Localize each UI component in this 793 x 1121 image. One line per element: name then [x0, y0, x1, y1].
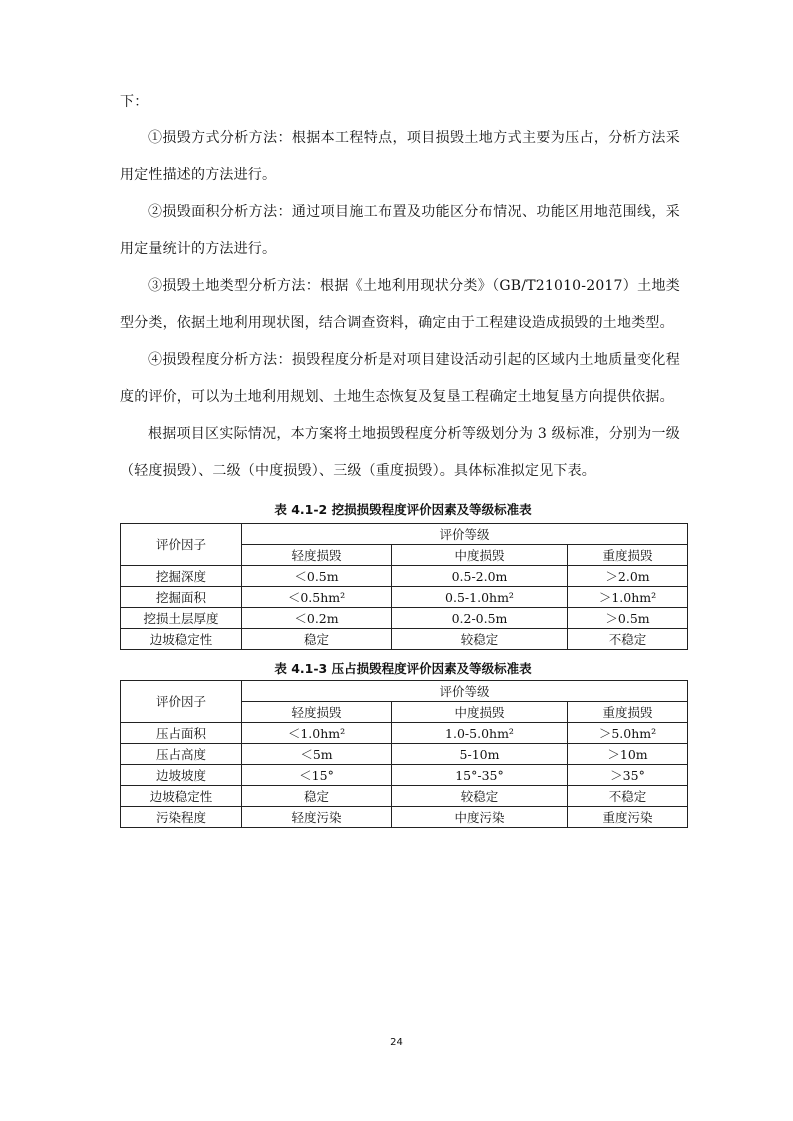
table-row	[121, 807, 688, 828]
factor-cell: 压占面积	[121, 723, 242, 744]
table-row	[121, 587, 688, 608]
value-cell: 稳定	[242, 786, 392, 807]
paragraph-grading-standard: 根据项目区实际情况，本方案将土地损毁程度分析等级划分为 3 级标准，分别为一级（轻度损毁）、二级（中度损毁）、三级（重度损毁）。具体标准拟定见下表。	[120, 426, 680, 479]
table-header-row	[121, 681, 688, 702]
paragraph-continuation: 下：	[120, 94, 149, 110]
table-row	[121, 786, 688, 807]
factor-cell: 边坡稳定性	[121, 786, 242, 807]
factor-cell: 压占高度	[121, 744, 242, 765]
grade-heavy: 重度损毁	[568, 702, 688, 723]
excavation-damage-table	[120, 523, 688, 650]
value-cell: ＞5.0hm²	[568, 723, 688, 744]
value-cell: 不稳定	[568, 629, 688, 650]
factor-header: 评价因子	[121, 681, 242, 723]
value-cell: ＜0.5m	[242, 566, 392, 587]
factor-cell: 污染程度	[121, 807, 242, 828]
table-row	[121, 744, 688, 765]
value-cell: ＜15°	[242, 765, 392, 786]
paragraph-damage-mode-method: ①损毁方式分析方法：根据本工程特点，项目损毁土地方式主要为压占，分析方法采用定性描述的方法进行。	[120, 130, 680, 183]
factor-cell: 挖损土层厚度	[121, 608, 242, 629]
page-number: 24	[390, 1037, 403, 1048]
grade-light: 轻度损毁	[242, 702, 392, 723]
value-cell: 0.5-1.0hm²	[392, 587, 568, 608]
value-cell: ＞0.5m	[568, 608, 688, 629]
value-cell: 不稳定	[568, 786, 688, 807]
value-cell: 中度污染	[392, 807, 568, 828]
table-row	[121, 566, 688, 587]
value-cell: 0.2-0.5m	[392, 608, 568, 629]
grade-medium: 中度损毁	[392, 545, 568, 566]
value-cell: ＞2.0m	[568, 566, 688, 587]
value-cell: 较稳定	[392, 629, 568, 650]
value-cell: ＜0.5hm²	[242, 587, 392, 608]
table1-caption: 表 4.1-2 挖损损毁程度评价因素及等级标准表	[274, 502, 532, 517]
value-cell: ＞10m	[568, 744, 688, 765]
factor-cell: 边坡稳定性	[121, 629, 242, 650]
value-cell: 稳定	[242, 629, 392, 650]
value-cell: ＜5m	[242, 744, 392, 765]
occupation-damage-table	[120, 680, 688, 828]
table2-caption: 表 4.1-3 压占损毁程度评价因素及等级标准表	[274, 661, 532, 676]
table-header-row	[121, 524, 688, 545]
factor-header: 评价因子	[121, 524, 242, 566]
factor-cell: 挖掘面积	[121, 587, 242, 608]
table-row	[121, 629, 688, 650]
value-cell: 0.5-2.0m	[392, 566, 568, 587]
value-cell: ＜0.2m	[242, 608, 392, 629]
table-row	[121, 765, 688, 786]
grade-heavy: 重度损毁	[568, 545, 688, 566]
value-cell: 轻度污染	[242, 807, 392, 828]
factor-cell: 挖掘深度	[121, 566, 242, 587]
grade-light: 轻度损毁	[242, 545, 392, 566]
paragraph-damage-area-method: ②损毁面积分析方法：通过项目施工布置及功能区分布情况、功能区用地范围线，采用定量统计的方法进行。	[120, 204, 680, 257]
table-row	[121, 723, 688, 744]
value-cell: 1.0-5.0hm²	[392, 723, 568, 744]
grade-header: 评价等级	[242, 681, 688, 702]
paragraph-damage-land-type-method: ③损毁土地类型分析方法：根据《土地利用现状分类》（GB/T21010-2017）土地类型分类，依据土地利用现状图，结合调查资料，确定由于工程建设造成损毁的土地类型。	[120, 278, 680, 331]
table-row	[121, 608, 688, 629]
value-cell: 5-10m	[392, 744, 568, 765]
value-cell: ＞1.0hm²	[568, 587, 688, 608]
factor-cell: 边坡坡度	[121, 765, 242, 786]
value-cell: 15°-35°	[392, 765, 568, 786]
grade-header: 评价等级	[242, 524, 688, 545]
value-cell: 重度污染	[568, 807, 688, 828]
paragraph-damage-degree-method: ④损毁程度分析方法：损毁程度分析是对项目建设活动引起的区域内土地质量变化程度的评价，可以为土地利用规划、土地生态恢复及复垦工程确定土地复垦方向提供依据。	[120, 352, 680, 405]
value-cell: ＜1.0hm²	[242, 723, 392, 744]
value-cell: ＞35°	[568, 765, 688, 786]
value-cell: 较稳定	[392, 786, 568, 807]
grade-medium: 中度损毁	[392, 702, 568, 723]
